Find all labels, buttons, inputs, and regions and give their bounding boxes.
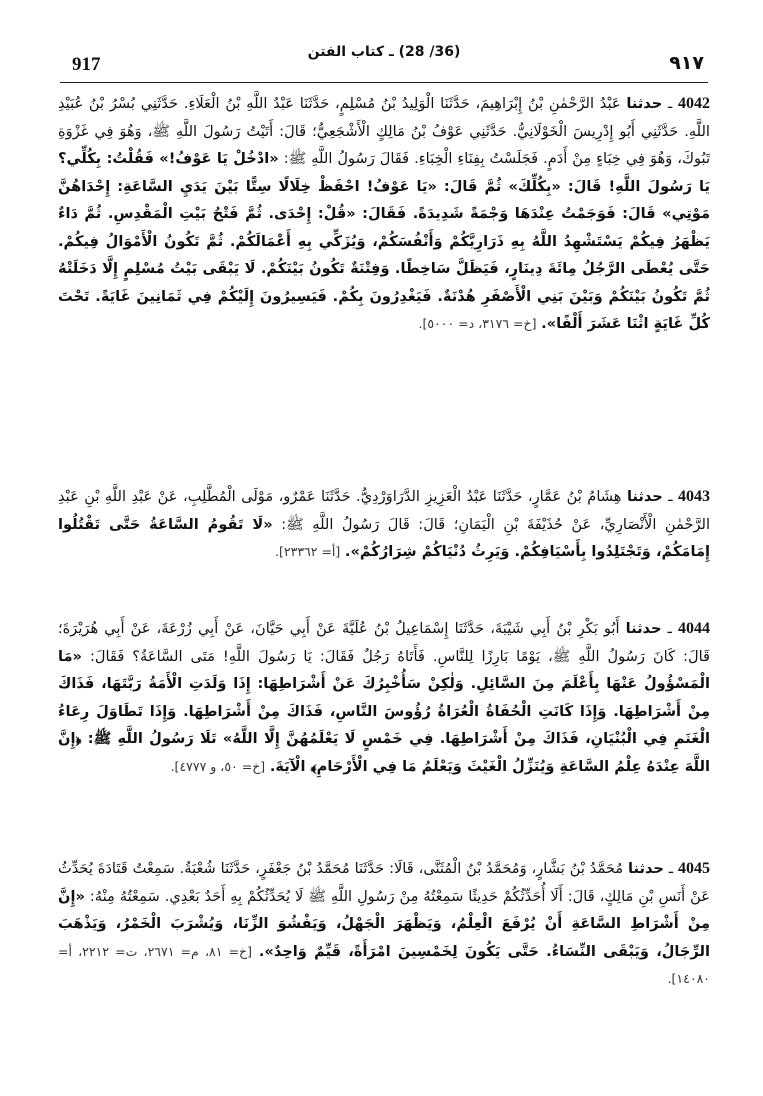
hadith-isnad: مُحَمَّدُ بْنُ بَشَّارٍ، وَمُحَمَّدُ بْنُ الْمُثَنَّى، قَالَا: حَدَّثَنَا مُحَمَّدُ بْنُ جَعْفَرٍ، حَدَّثَنَا شُعْبَةُ. سَمِعْتُ قَتَادَةَ يُحَدِّثُ عَنْ أَنَسِ بْنِ مَالِكٍ، قَالَ: أَلَا أُحَدِّثُكُمْ حَدِيثًا سَمِعْتُهُ مِنْ رَسُولِ اللَّهِ ﷺ لَا يُحَدِّثُكُمْ بِهِ أَحَدٌ بَعْدِي. سَمِعْتُهُ مِنْهُ: bbox=[58, 860, 710, 905]
hadith-opener: حدثنا bbox=[626, 95, 663, 112]
hadith-opener: حدثنا bbox=[628, 860, 664, 877]
page-number-arabic: ٩١٧ bbox=[669, 52, 704, 74]
hadith-number: 4045 bbox=[678, 860, 710, 877]
header-rule bbox=[60, 82, 708, 83]
hadith-matn: «إِنَّ مِنْ أَشْرَاطِ السَّاعَةِ أَنْ يُرْفَعَ الْعِلْمُ، وَيَظْهَرَ الْجَهْلُ، وَيَفْشُوَ الزِّنَا، وَيُشْرَبَ الْخَمْرُ، وَيَذْهَبَ الرِّجَالُ، وَيَبْقَى النِّسَاءُ. حَتَّى يَكُونَ لِخَمْسِينَ امْرَأَةً، قَيِّمٌ وَاحِدٌ». bbox=[58, 887, 710, 960]
hadith-isnad: هِشَامُ بْنُ عَمَّارٍ، حَدَّثَنَا عَبْدُ الْعَزِيزِ الدَّرَاوَرْدِيُّ. حَدَّثَنَا عَمْرٌو، مَوْلَى الْمُطَّلِبِ، عَنْ عَبْدِ اللَّهِ بْنِ عَبْدِ الرَّحْمٰنِ الْأَنْصَارِيِّ، عَنْ حُذَيْفَةَ بْنِ الْيَمَانِ؛ قَالَ: قَالَ رَسُولُ اللَّهِ ﷺ: bbox=[58, 488, 710, 533]
hadith-isnad: عَبْدُ الرَّحْمٰنِ بْنُ إِبْرَاهِيمَ، حَدَّثَنَا الْوَلِيدُ بْنُ مُسْلِمٍ، حَدَّثَنَا عَبْدُ اللَّهِ بْنُ الْعَلَاءِ. حَدَّثَنِي بُسْرُ بْنُ عُبَيْدِ اللَّهِ. حَدَّثَنِي أَبُو إِدْرِيسَ الْخَوْلَانِيُّ. حَدَّثَنِي عَوْفُ بْنُ مَالِكٍ الْأَشْجَعِيُّ؛ قَالَ: أَتَيْتُ رَسُولَ اللَّهِ ﷺ، وَهُوَ فِي غَزْوَةِ تَبُوكَ، وَهُوَ فِي خِبَاءٍ مِنْ أَدَمٍ. فَجَلَسْتُ بِفِنَاءِ الْخِبَاءِ. فَقَالَ رَسُولُ اللَّهِ ﷺ: bbox=[58, 95, 710, 167]
hadith-4043: 4043 ـ حدثنا هِشَامُ بْنُ عَمَّارٍ، حَدَّثَنَا عَبْدُ الْعَزِيزِ الدَّرَاوَرْدِيُّ. حَدَّثَنَا عَمْرٌو، مَوْلَى الْمُطَّلِبِ، عَنْ عَبْدِ اللَّهِ بْنِ عَبْدِ الرَّحْمٰنِ الْأَنْصَارِيِّ، عَنْ حُذَيْفَةَ بْنِ الْيَمَانِ؛ قَالَ: قَالَ رَسُولُ اللَّهِ ﷺ: «لَا تَقُومُ السَّاعَةُ حَتَّى تَقْتُلُوا إِمَامَكُمْ، وَتَجْتَلِدُوا بِأَسْيَافِكُمْ. وَيَرِثُ دُنْيَاكُمْ شِرَارُكُمْ». [أ= ٢٣٣٦٢]. bbox=[58, 488, 710, 560]
hadith-4044: 4044 ـ حدثنا أَبُو بَكْرِ بْنُ أَبِي شَيْبَةَ، حَدَّثَنَا إِسْمَاعِيلُ بْنُ عُلَيَّةَ عَنْ أَبِي حَيَّانَ، عَنْ أَبِي زُرْعَةَ، عَنْ أَبِي هُرَيْرَةَ؛ قَالَ: كَانَ رَسُولُ اللَّهِ ﷺ، يَوْمًا بَارِزًا لِلنَّاسِ. فَأَتَاهُ رَجُلٌ فَقَالَ: يَا رَسُولَ اللَّهِ! مَتَى السَّاعَةُ؟ فَقَالَ: «مَا الْمَسْؤُولُ عَنْهَا بِأَعْلَمَ مِنَ السَّائِلِ. وَلٰكِنْ سَأُخْبِرُكَ عَنْ أَشْرَاطِهَا: إِذَا وَلَدَتِ الْأَمَةُ رَبَّتَهَا، فَذَاكَ مِنْ أَشْرَاطِهَا. وَإِذَا كَانَتِ الْحُفَاةُ الْعُرَاةُ رُؤُوسَ النَّاسِ، فَذَاكَ مِنْ أَشْرَاطِهَا. وَإِذَا تَطَاوَلَ رِعَاءُ الْغَنَمِ فِي الْبُنْيَانِ، فَذَاكَ مِنْ أَشْرَاطِهَا. فِي خَمْسٍ لَا يَعْلَمُهُنَّ إِلَّا اللَّهُ» تَلَا رَسُولُ اللَّهِ ﷺ: ﴿إِنَّ اللَّهَ عِنْدَهُ عِلْمُ السَّاعَةِ وَيُنَزِّلُ الْغَيْثَ وَيَعْلَمُ مَا فِي الْأَرْحَامِ﴾ الْآيَةَ. [خ= ٥٠، و ٤٧٧٧]. bbox=[58, 620, 710, 775]
hadith-matn: «مَا الْمَسْؤُولُ عَنْهَا بِأَعْلَمَ مِنَ السَّائِلِ. وَلٰكِنْ سَأُخْبِرُكَ عَنْ أَشْرَاطِهَا: إِذَا وَلَدَتِ الْأَمَةُ رَبَّتَهَا، فَذَاكَ مِنْ أَشْرَاطِهَا. وَإِذَا كَانَتِ الْحُفَاةُ الْعُرَاةُ رُؤُوسَ النَّاسِ، فَذَاكَ مِنْ أَشْرَاطِهَا. وَإِذَا تَطَاوَلَ رِعَاءُ الْغَنَمِ فِي الْبُنْيَانِ، فَذَاكَ مِنْ أَشْرَاطِهَا. فِي خَمْسٍ لَا يَعْلَمُهُنَّ إِلَّا اللَّهُ» تَلَا رَسُولُ اللَّهِ ﷺ: ﴿إِنَّ اللَّهَ عِنْدَهُ عِلْمُ السَّاعَةِ وَيُنَزِّلُ الْغَيْثَ وَيَعْلَمُ مَا فِي الْأَرْحَامِ﴾ الْآيَةَ. bbox=[58, 647, 710, 775]
page-number-latin: 917 bbox=[72, 54, 101, 75]
hadith-number: 4044 bbox=[678, 620, 710, 637]
running-title: (36/ 28) ـ كتاب الفتن bbox=[307, 44, 461, 60]
hadith-references: [أ= ٢٣٣٦٢]. bbox=[275, 544, 341, 559]
hadith-matn: «لَا تَقُومُ السَّاعَةُ حَتَّى تَقْتُلُوا إِمَامَكُمْ، وَتَجْتَلِدُوا بِأَسْيَافِكُمْ. وَيَرِثُ دُنْيَاكُمْ شِرَارُكُمْ». bbox=[58, 515, 710, 560]
hadith-references: [خ= ٥٠، و ٤٧٧٧]. bbox=[170, 758, 266, 774]
hadith-number: 4042 bbox=[678, 95, 710, 112]
hadith-opener: حدثنا bbox=[625, 620, 662, 637]
hadith-matn: «ادْخُلْ يَا عَوْفُ!» فَقُلْتُ: بِكُلِّي؟ يَا رَسُولَ اللَّهِ! قَالَ: «بِكُلِّكَ» ثُمَّ قَالَ: «يَا عَوْفُ! احْفَظْ خِلَالًا سِتًّا بَيْنَ يَدَيِ السَّاعَةِ: إِحْدَاهُنَّ مَوْتِي» قَالَ: فَوَجَمْتُ عِنْدَهَا وَجْمَةً شَدِيدَةً. فَقَالَ: «قُلْ: إِحْدَى. ثُمَّ فَتْحُ بَيْتِ الْمَقْدِسِ. ثُمَّ دَاءٌ يَظْهَرُ فِيكُمْ يَسْتَشْهِدُ اللَّهُ بِهِ ذَرَارِيَّكُمْ وَأَنْفُسَكُمْ، وَيُزَكِّي بِهِ أَعْمَالَكُمْ. ثُمَّ تَكُونُ الْأَمْوَالُ فِيكُمْ. حَتَّى يُعْطَى الرَّجُلُ مِائَةَ دِينَارٍ، فَيَظَلَّ سَاخِطًا. وَفِتْنَةٌ تَكُونُ بَيْنَكُمْ. لَا يَبْقَى بَيْتُ مُسْلِمٍ إِلَّا دَخَلَتْهُ ثُمَّ تَكُونُ بَيْنَكُمْ وَبَيْنَ بَنِي الْأَصْفَرِ هُدْنَةٌ. فَيَغْدِرُونَ بِكُمْ. فَيَسِيرُونَ إِلَيْكُمْ فِي ثَمَانِينَ غَايَةً. تَحْتَ كُلِّ غَايَةٍ اثْنَا عَشَرَ أَلْفًا». bbox=[58, 150, 710, 332]
hadith-4042: 4042 ـ حدثنا عَبْدُ الرَّحْمٰنِ بْنُ إِبْرَاهِيمَ، حَدَّثَنَا الْوَلِيدُ بْنُ مُسْلِمٍ، حَدَّثَنَا عَبْدُ اللَّهِ بْنُ الْعَلَاءِ. حَدَّثَنِي بُسْرُ بْنُ عُبَيْدِ اللَّهِ. حَدَّثَنِي أَبُو إِدْرِيسَ الْخَوْلَانِيُّ. حَدَّثَنِي عَوْفُ بْنُ مَالِكٍ الْأَشْجَعِيُّ؛ قَالَ: أَتَيْتُ رَسُولَ اللَّهِ ﷺ، وَهُوَ فِي غَزْوَةِ تَبُوكَ، وَهُوَ فِي خِبَاءٍ مِنْ أَدَمٍ. فَجَلَسْتُ بِفِنَاءِ الْخِبَاءِ. فَقَالَ رَسُولُ اللَّهِ ﷺ: «ادْخُلْ يَا عَوْفُ!» فَقُلْتُ: بِكُلِّي؟ يَا رَسُولَ اللَّهِ! قَالَ: «بِكُلِّكَ» ثُمَّ قَالَ: «يَا عَوْفُ! احْفَظْ خِلَالًا سِتًّا بَيْنَ يَدَيِ السَّاعَةِ: إِحْدَاهُنَّ مَوْتِي» قَالَ: فَوَجَمْتُ عِنْدَهَا وَجْمَةً شَدِيدَةً. فَقَالَ: «قُلْ: إِحْدَى. ثُمَّ فَتْحُ بَيْتِ الْمَقْدِسِ. ثُمَّ دَاءٌ يَظْهَرُ فِيكُمْ يَسْتَشْهِدُ اللَّهُ بِهِ ذَرَارِيَّكُمْ وَأَنْفُسَكُمْ، وَيُزَكِّي بِهِ أَعْمَالَكُمْ. ثُمَّ تَكُونُ الْأَمْوَالُ فِيكُمْ. حَتَّى يُعْطَى الرَّجُلُ مِائَةَ دِينَارٍ، فَيَظَلَّ سَاخِطًا. وَفِتْنَةٌ تَكُونُ بَيْنَكُمْ. لَا يَبْقَى بَيْتُ مُسْلِمٍ إِلَّا دَخَلَتْهُ ثُمَّ تَكُونُ بَيْنَكُمْ وَبَيْنَ بَنِي الْأَصْفَرِ هُدْنَةٌ. فَيَغْدِرُونَ بِكُمْ. فَيَسِيرُونَ إِلَيْكُمْ فِي ثَمَانِينَ غَايَةً. تَحْتَ كُلِّ غَايَةٍ اثْنَا عَشَرَ أَلْفًا». [خ= ٣١٧٦، د= ٥٠٠٠]. bbox=[58, 95, 710, 332]
hadith-opener: حدثنا bbox=[626, 488, 663, 505]
hadith-4045: 4045 ـ حدثنا مُحَمَّدُ بْنُ بَشَّارٍ، وَمُحَمَّدُ بْنُ الْمُثَنَّى، قَالَا: حَدَّثَنَا مُحَمَّدُ بْنُ جَعْفَرٍ، حَدَّثَنَا شُعْبَةُ. سَمِعْتُ قَتَادَةَ يُحَدِّثُ عَنْ أَنَسِ بْنِ مَالِكٍ، قَالَ: أَلَا أُحَدِّثُكُمْ حَدِيثًا سَمِعْتُهُ مِنْ رَسُولِ اللَّهِ ﷺ لَا يُحَدِّثُكُمْ بِهِ أَحَدٌ بَعْدِي. سَمِعْتُهُ مِنْهُ: «إِنَّ مِنْ أَشْرَاطِ السَّاعَةِ أَنْ يُرْفَعَ الْعِلْمُ، وَيَظْهَرَ الْجَهْلُ، وَيَفْشُوَ الزِّنَا، وَيُشْرَبَ الْخَمْرُ، وَيَذْهَبَ الرِّجَالُ، وَيَبْقَى النِّسَاءُ. حَتَّى يَكُونَ لِخَمْسِينَ امْرَأَةً، قَيِّمٌ وَاحِدٌ». [خ= ٨١، م= ٢٦٧١، ت= ٢٢١٢، أ= ١٤٠٨٠]. bbox=[58, 860, 710, 986]
page-header bbox=[60, 40, 708, 80]
hadith-references: [خ= ٨١، م= ٢٦٧١، ت= ٢٢١٢، أ= ١٤٠٨٠]. bbox=[58, 943, 710, 986]
hadith-references: [خ= ٣١٧٦، د= ٥٠٠٠]. bbox=[418, 316, 537, 331]
hadith-number: 4043 bbox=[678, 488, 710, 505]
hadith-isnad: أَبُو بَكْرِ بْنُ أَبِي شَيْبَةَ، حَدَّثَنَا إِسْمَاعِيلُ بْنُ عُلَيَّةَ عَنْ أَبِي حَيَّانَ، عَنْ أَبِي زُرْعَةَ، عَنْ أَبِي هُرَيْرَةَ؛ قَالَ: كَانَ رَسُولُ اللَّهِ ﷺ، يَوْمًا بَارِزًا لِلنَّاسِ. فَأَتَاهُ رَجُلٌ فَقَالَ: يَا رَسُولَ اللَّهِ! مَتَى السَّاعَةُ؟ فَقَالَ: bbox=[58, 620, 710, 665]
